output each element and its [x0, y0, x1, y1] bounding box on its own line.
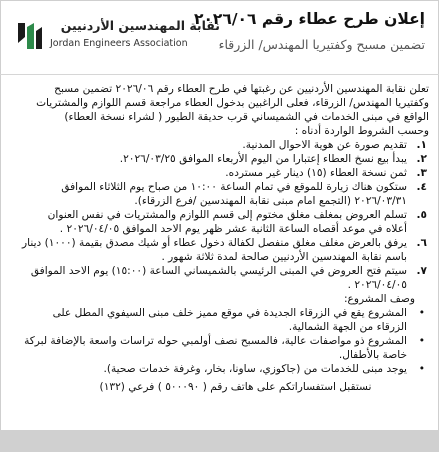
project-list	[12, 306, 429, 376]
project-text: خاصة بالأطفال.	[338, 349, 407, 361]
contact-line: نستقبل استفساراتكم على هاتف رقم ( ٥٠٠٠٩٠ ) فرعي (١٣٢)	[99, 381, 372, 393]
bullet-icon: •	[418, 307, 425, 319]
project-item	[12, 334, 429, 362]
project-text: يوجد مبنى للخدمات من (جاكوزي، ساونا، بخار، وغرفة خدمات صحية).	[103, 363, 407, 375]
condition-item	[12, 208, 429, 236]
condition-text: يبدأ بيع نسخ العطاء إعتبارا من اليوم الأربعاء الموافق ٢٠٢٦/٠٣/٢٥.	[119, 153, 407, 165]
condition-text: سيتم فتح العروض في المبنى الرئيسي بالشميساني الساعة (١٥:٠٠) يوم الاحد الموافق	[30, 265, 407, 277]
jea-logo	[14, 16, 220, 56]
project-heading: وصف المشروع:	[343, 293, 415, 305]
jea-emblem-icon	[16, 21, 44, 51]
condition-text: باسم نقابة المهندسين الأردنيين صالحة لمدة ثلاثة شهور .	[161, 251, 407, 263]
condition-text: ثمن نسخة العطاء (١٥) دينار غير مسترده.	[225, 167, 407, 179]
conditions-list	[12, 138, 429, 292]
intro-line: وكفتيريا المهندس/ الزرقاء، فعلى الراغبين بدخول العطاء مراجعة قسم اللوازم والمشتريات	[36, 97, 429, 109]
condition-text: ٢٠٢٦/٠٣/٣١ (التجمع امام مبنى نقابة المهندسين /فرع الزرقاء).	[134, 195, 407, 207]
ad-title: إعلان طرح عطاء رقم ٢٠٢٦/٠٦	[194, 10, 425, 28]
condition-item	[12, 138, 429, 152]
condition-number: ١.	[416, 139, 427, 151]
project-item	[12, 306, 429, 334]
condition-number: ٥.	[416, 209, 427, 221]
condition-text: يرفق بالعرض مغلف مغلق منفصل لكفالة دخول عطاء أو شيك مصدق بقيمة (١٠٠٠) دينار	[22, 237, 407, 249]
intro-line: تعلن نقابة المهندسين الأردنيين عن رغبتها في طرح العطاء رقم ٢٠٢٦/٠٦ تضمين مسبح	[54, 83, 429, 95]
project-text: المشروع يقع في الزرقاء الجديدة في موقع مميز خلف مبنى السيفوي المطل على	[52, 307, 407, 319]
logo-name-english: Jordan Engineers Association	[50, 38, 188, 49]
condition-number: ٧.	[416, 265, 427, 277]
bottom-band	[0, 430, 439, 452]
condition-number: ٤.	[416, 181, 427, 193]
condition-text: ٢٠٢٦/٠٤/٠٥ .	[347, 279, 407, 291]
project-item	[12, 362, 429, 376]
condition-item	[12, 152, 429, 166]
condition-number: ٢.	[416, 153, 427, 165]
intro-paragraph	[12, 82, 429, 138]
condition-item	[12, 180, 429, 208]
ad-header	[0, 0, 439, 75]
condition-number: ٦.	[416, 237, 427, 249]
condition-item	[12, 236, 429, 264]
intro-line: الواقع في مبنى الخدمات في الشميساني قرب حديقة الطيور ( لشراء نسخة العطاء)	[64, 111, 429, 123]
condition-text: تسلم العروض بمغلف مغلق مختوم إلى قسم اللوازم والمشتريات في نفس العنوان	[47, 209, 407, 221]
intro-line: وحسب الشروط الواردة أدناه :	[294, 125, 429, 137]
project-text: المشروع ذو مواصفات عالية، فالمسبح نصف أولمبي حوله تراسات واسعة بالإضافة لبركة	[24, 335, 407, 347]
condition-text: ستكون هناك زيارة للموقع في تمام الساعة ١٠:٠٠ من صباح يوم الثلاثاء الموافق	[61, 181, 407, 193]
logo-name-arabic: نقابة المهندسين الأردنيين	[60, 18, 220, 33]
condition-number: ٣.	[416, 167, 427, 179]
condition-text: تقديم صورة عن هوية الاحوال المدنية.	[242, 139, 407, 151]
ad-subtitle: تضمين مسبح وكفتيريا المهندس/ الزرقاء	[218, 37, 425, 52]
project-text: الزرقاء من الجهة الشمالية.	[288, 321, 407, 333]
bullet-icon: •	[418, 335, 425, 347]
condition-item	[12, 166, 429, 180]
bullet-icon: •	[418, 363, 425, 375]
condition-text: أعلاه في موعد أقصاه الساعة الثانية عشر ظهر يوم الاحد الموافق ٢٠٢٦/٠٤/٠٥ .	[59, 223, 407, 235]
ad-body	[12, 82, 429, 394]
condition-item	[12, 264, 429, 292]
